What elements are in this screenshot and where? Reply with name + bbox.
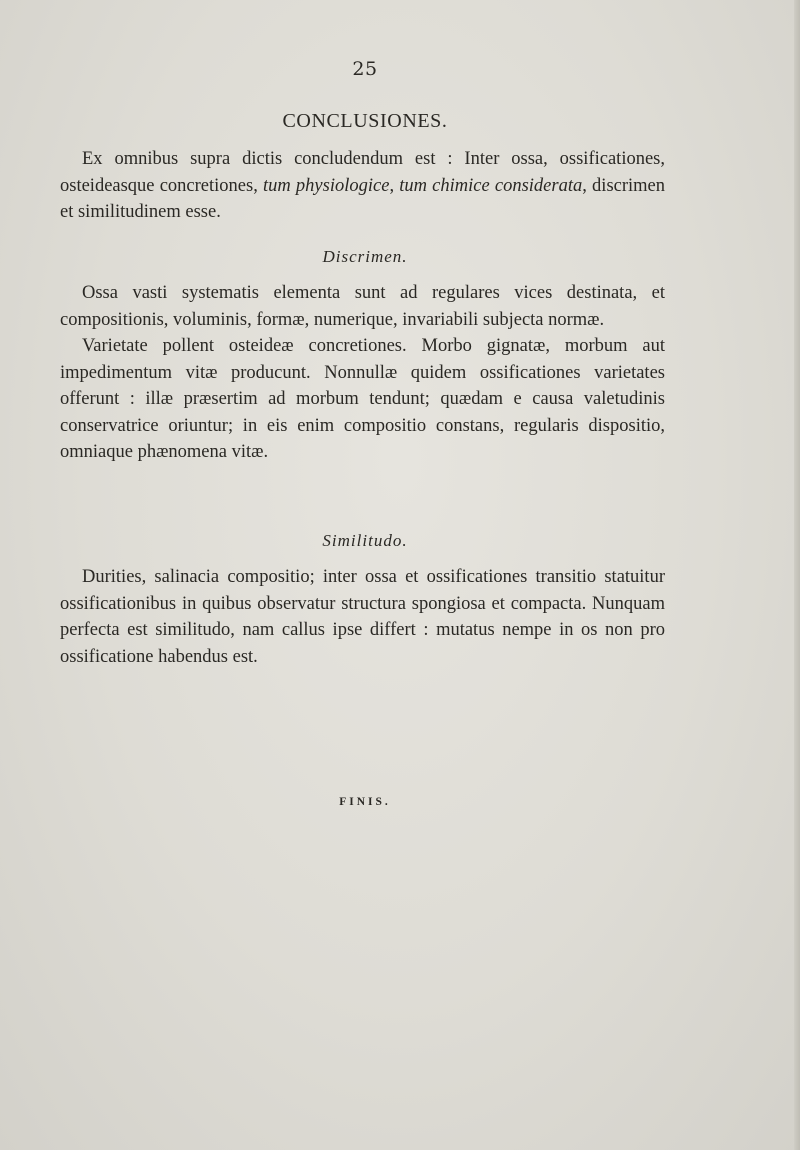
discrimen-paragraph-2: Varietate pollent osteideæ concretiones. Morbo gignatæ, morbum aut impedimentum vitæ producunt. Nonnullæ quidem ossificationes varietates offerunt : illæ præsertim ad morbum tendunt; quædam e causa valetudinis conservatrice oriuntur; in eis enim compositio constans, regularis dispositio, omniaque phænomena vitæ. [60, 336, 665, 462]
similitudo-paragraph-1: Durities, salinacia compositio; inter ossa et ossificationes transitio statuitur ossificationibus in quibus observatur structura spongiosa et compacta. Nunquam perfecta est similitudo, nam callus ipse differt : mutatus nempe in os non pro ossificatione habendus est. [60, 567, 665, 667]
section-title-similitudo: Similitudo. [322, 531, 408, 550]
intro-paragraph [60, 146, 665, 226]
page-heading: CONCLUSIONES. [282, 110, 448, 132]
section-title-discrimen: Discrimen. [322, 247, 408, 266]
finis-mark: FINIS. [339, 796, 391, 808]
intro-lead: Ex omnibus supra dictis concludendum est : Inter ossa, ossificationes, osteideasque concretiones, [60, 149, 665, 196]
intro-tail: , discrimen et similitudinem esse. [60, 175, 666, 222]
intro-italic-chimice: tum chimice considerata [399, 175, 583, 196]
discrimen-block [60, 280, 665, 466]
intro-mid: , [389, 175, 400, 196]
page-edge-shadow [794, 0, 800, 1150]
intro-italic-physiologice: tum physiologice [263, 175, 390, 196]
similitudo-block [60, 564, 665, 670]
intro-block [60, 146, 665, 226]
page-number: 25 [352, 58, 378, 80]
discrimen-paragraph-1: Ossa vasti systematis elementa sunt ad regulares vices destinata, et compositionis, voluminis, formæ, numerique, invariabili subjecta normæ. [60, 283, 665, 330]
